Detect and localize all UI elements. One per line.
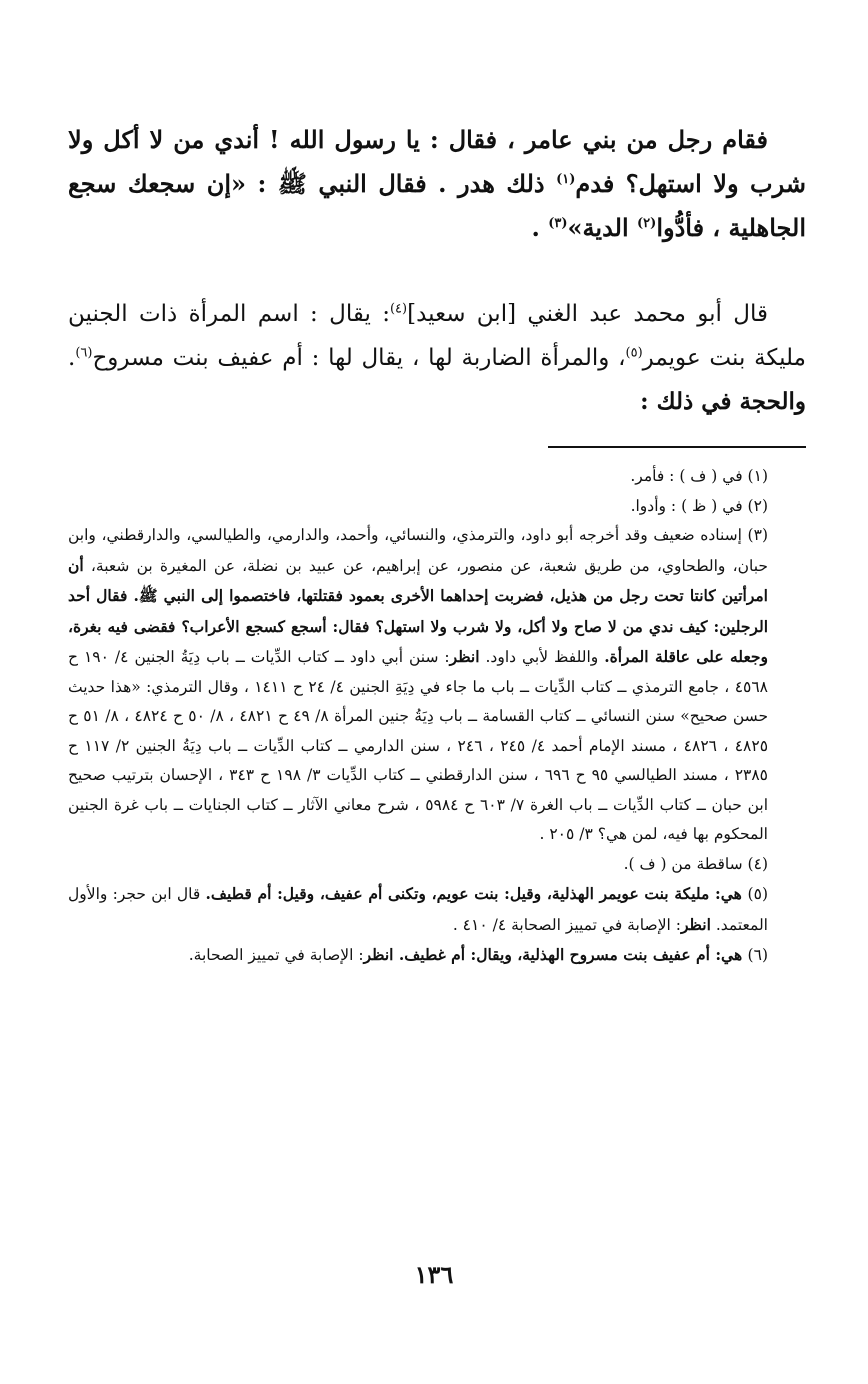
- footnote-5-text-b: : الإصابة في تمييز الصحابة ٤/ ٤١٠ .: [452, 915, 681, 934]
- footnote-4: [68, 850, 806, 880]
- footnote-3-text-b: واللفظ لأبي داود.: [479, 648, 605, 666]
- footnote-ref-2[interactable]: (٢): [637, 216, 657, 231]
- footnote-3: [68, 521, 806, 850]
- footnote-3-number: (٣): [747, 526, 768, 544]
- footnote-ref-6[interactable]: (٦): [75, 345, 93, 361]
- footnote-6-text-a: : الإصابة في تمييز الصحابة.: [188, 946, 364, 964]
- footnote-4-number: (٤): [747, 854, 768, 873]
- footnote-3-text-c: : سنن أبي داود ــ كتاب الدِّيات ــ باب دِيَةُ الجنين ٤/ ١٩٠ ح ٤٥٦٨ ، جامع الترمذي ــ كتاب الدِّيات ــ باب ما جاء في دِيَةِ الجنين ٤/ ٢٤ ح ١٤١١ ، وقال الترمذي: «هذا حديث حسن صحيح» سنن النسائي ــ كتاب القسامة ــ باب دِيَةُ جنين المرأة ٨/ ٤٩ ح ٤٨٢١ ، ٨/ ٥٠ ح ٤٨٢٤ ، ٨/ ٥١ ح ٤٨٢٥ ، ٤٨٢٦ ، مسند الإمام أحمد ٤/ ٢٤٥ ، ٢٤٦ ، سنن الدارمي ــ كتاب الدِّيات ــ باب دِيَةُ الجنين ٢/ ١١٧ ح ٢٣٨٥ ، مسند الطيالسي ٩٥ ح ٦٩٦ ، سنن الدارقطني ــ كتاب الدِّيات ٣/ ١٩٨ ح ٣٤٣ ، الإحسان بترتيب صحيح ابن حبان ــ كتاب الدِّيات ــ باب الغرة ٧/ ٦٠٣ ح ٥٩٨٤ ، شرح معاني الآثار ــ كتاب الجنايات ــ باب غرة الجنين المحكوم بها فيه، لمن هي؟ ٣/ ٢٠٥ .: [68, 648, 769, 843]
- footnote-2-text: في ( ظ ) : وأدوا.: [630, 496, 748, 515]
- footnote-ref-4[interactable]: (٤): [389, 301, 408, 317]
- footnote-6-number: (٦): [747, 946, 768, 964]
- main-paragraph-2: [68, 292, 806, 424]
- footnote-6: [68, 940, 806, 971]
- page-number: ١٣٦: [414, 1260, 454, 1289]
- p1-text-a: ولا استهل؟ فدم: [575, 169, 739, 198]
- p2-text-a: قال أبو محمد عبد الغني [ابن سعيد]: [407, 301, 768, 327]
- main-paragraph-1: [68, 118, 806, 250]
- footnote-2-number: (٢): [747, 496, 768, 515]
- footnote-separator: [548, 446, 806, 448]
- footnote-5-bold-b: انظر: [681, 914, 711, 934]
- footnote-6-bold-a: هي: أم عفيف بنت مسروح الهذلية، ويقال: أم غطيف. انظر: [363, 945, 748, 964]
- p2-bold-text: والحجة في ذلك :: [640, 388, 806, 415]
- footnote-5: [68, 879, 806, 940]
- footnote-5-text-a: قال ابن حجر: والأول المعتمد.: [68, 885, 768, 934]
- footnote-ref-5[interactable]: (٥): [625, 345, 643, 361]
- footnote-3-bold-b: انظر: [449, 647, 480, 666]
- footnote-ref-1[interactable]: (١): [556, 172, 576, 187]
- footnote-5-bold-a: هي: مليكة بنت عويمر الهذلية، وقيل: بنت عويم، وتكنى أم عفيف، وقيل: أم قطيف.: [205, 884, 748, 903]
- footnote-5-number: (٥): [747, 885, 768, 903]
- footnote-1-number: (١): [747, 467, 768, 485]
- p2-text-c: ، والمرأة الضاربة لها ، يقال لها : أم عفيف بنت مسروح: [92, 345, 626, 371]
- p1-text-d: .: [531, 213, 549, 242]
- footnote-3-text-a: إسناده ضعيف وقد أخرجه أبو داود، والترمذي، والنسائي، وأحمد، والدارمي، والطيالسي، والدارقطني، وابن حبان، والطحاوي، من طريق شعبة، عن منصور، عن إبراهيم، عن عبيد بن نضلة، عن المغيرة بن شعبة،: [68, 526, 768, 575]
- footnote-2: [68, 492, 806, 522]
- p1-text-c: الدية»: [567, 213, 638, 242]
- footnote-4-text: ساقطة من ( ف ).: [623, 854, 748, 873]
- p2-text-d: .: [68, 345, 76, 371]
- p1-line-1: فقام رجل من بني عامر ، فقال : يا رسول الله ! أندي من لا أكل ولا شرب: [68, 125, 806, 198]
- p1-text-b: ذلك هدر . فقال النبي ﷺ : «إن سجعك سجع الجاهلية ، فأدُّوا: [68, 169, 806, 242]
- footnote-ref-3[interactable]: (٣): [548, 216, 568, 231]
- footnote-1-text: في ( ف ) : فأمر.: [630, 467, 748, 485]
- p2-text-b: : يقال : اسم المرأة ذات الجنين مليكة بنت عويمر: [68, 301, 806, 371]
- footnote-1: [68, 462, 806, 492]
- footnote-3-bold-a: أن امرأتين كانتا تحت رجل من هذيل، فضربت إحداهما الأخرى بعمود فقتلتها، فاختصموا إلى النبي ﷺ. فقال أحد الرجلين: كيف ندي من لا صاح ولا أكل، ولا شرب ولا استهل؟ فقال: أسجع كسجع الأعراب؟ فقضى فيه بغرة، وجعله على عاقلة المرأة.: [68, 555, 768, 666]
